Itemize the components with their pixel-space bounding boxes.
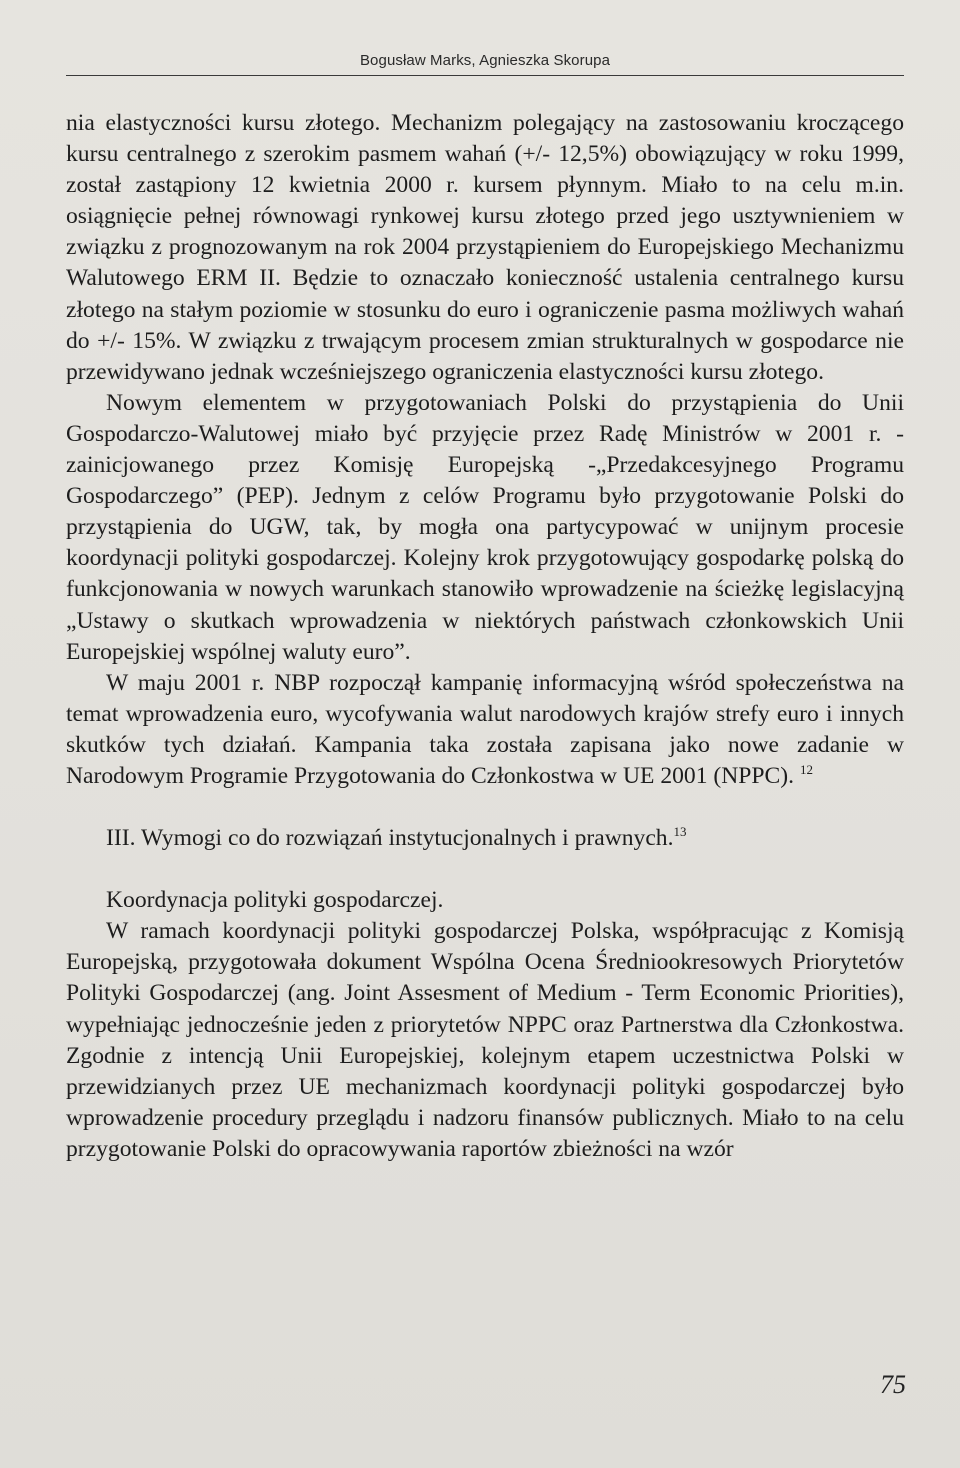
- page-body: [66, 108, 904, 1165]
- running-header: Bogusław Marks, Agnieszka Skorupa: [359, 52, 611, 69]
- section-heading: [66, 823, 904, 854]
- paragraph-pep: Nowym elementem w przygotowaniach Polski do przystąpienia do Unii Gospodarczo-Walutowej miało być przyjęcie przez Radę Ministrów w 2001 r. - zainicjowanego przez Komisję Europejską -„Przedakcesyjnego Programu Gospodarczego” (PEP). Jednym z celów Programu było przygotowanie Polski do przystąpienia do UGW, tak, by mogła ona partycypować w unijnym procesie koordynacji polityki gospodarczej. Kolejny krok przygotowujący gospodarkę polską do funkcjonowania w nowych warunkach stanowiło wprowadzenie na ścieżkę legislacyjną „Ustawy o skutkach wprowadzenia w niektórych państwach członkowskich Unii Europejskiej wspólnej waluty euro”.: [66, 389, 904, 665]
- page-number: 75: [880, 1370, 906, 1399]
- footnote-ref-13: 13: [673, 824, 687, 840]
- paragraph-nbp-campaign: [66, 668, 904, 792]
- paragraph-coordination: W ramach koordynacji polityki gospodarczej Polska, współpracując z Komisją Europejską, przygotowała dokument Wspólna Ocena Średniookresowych Priorytetów Polityki Gospodarczej (ang. Joint Assesment of Medium - Term Economic Priorities), wypełniając jednocześnie jeden z priorytetów NPPC oraz Partnerstwa dla Członkostwa. Zgodnie z intencją Unii Europejskiej, kolejnym etapem uczestnictwa Polski w przewidzianych przez UE mechanizmach koordynacji polityki gospodarczej było wprowadzenie procedury przeglądu i nadzoru finansów publicznych. Miało to na celu przygotowanie Polski do opracowywania raportów zbieżności na wzór: [66, 918, 904, 1162]
- paragraph-continuation: nia elastyczności kursu złotego. Mechanizm polegający na zastosowaniu kroczącego kursu centralnego z szerokim pasmem wahań (+/- 12,5%) obowiązujący w roku 1999, został zastąpiony 12 kwietnia 2000 r. kursem płynnym. Miało to na celu m.in. osiągnięcie pełnej równowagi rynkowej kursu złotego przed jego usztywnieniem w związku z prognozowanym na rok 2004 przystąpieniem do Europejskiego Mechanizmu Walutowego ERM II. Będzie to oznaczało konieczność ustalenia centralnego kursu złotego na stałym poziomie w stosunku do euro i ograniczenie pasma możliwych wahań do +/- 15%. W związku z trwającym procesem zmian strukturalnych w gospodarce nie przewidywano jednak wcześniejszego ograniczenia elastyczności kursu złotego.: [66, 110, 904, 385]
- subheading: Koordynacja polityki gospodarczej.: [106, 887, 444, 914]
- section-heading-text: III. Wymogi co do rozwiązań instytucjonalnych i prawnych.: [106, 825, 674, 852]
- footnote-ref-12: 12: [799, 761, 813, 777]
- spacer: [66, 792, 904, 823]
- header-divider: [66, 75, 904, 76]
- paragraph-nbp-campaign-text: W maju 2001 r. NBP rozpoczął kampanię informacyjną wśród społeczeństwa na temat wprowadzenia euro, wycofywania walut narodowych krajów strefy euro i innych skutków tych działań. Kampania taka została zapisana jako nowe zadanie w Narodowym Programie Przygotowania do Członkostwa w UE 2001 (NPPC).: [66, 669, 904, 789]
- spacer: [66, 854, 904, 885]
